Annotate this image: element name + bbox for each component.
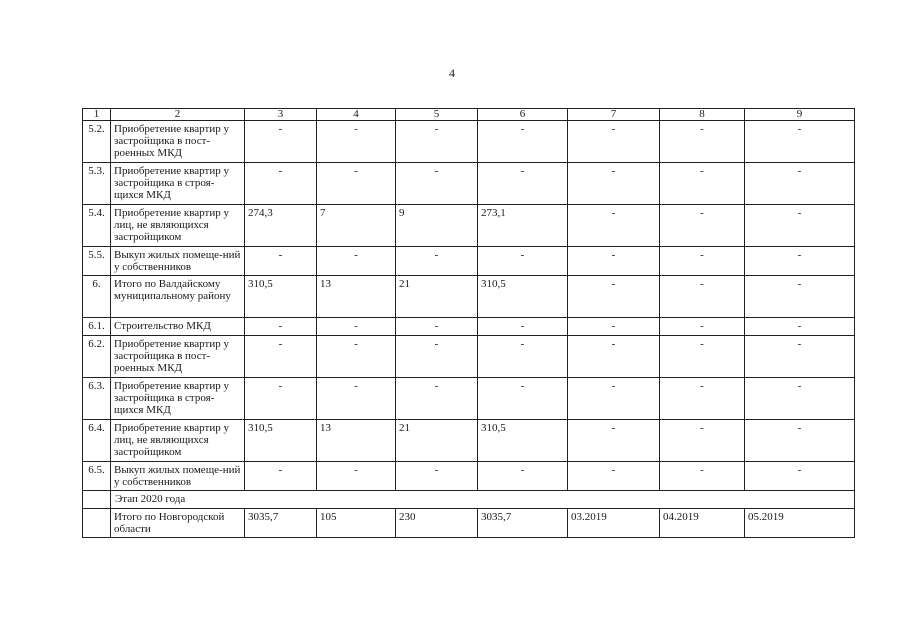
table-row [83, 378, 855, 420]
value-cell: - [396, 378, 478, 420]
value-cell: 21 [396, 276, 478, 318]
table-row [83, 205, 855, 247]
row-number-cell: 5.3. [83, 163, 111, 205]
table-row [83, 121, 855, 163]
table-row [83, 336, 855, 378]
value-cell: 310,5 [478, 276, 568, 318]
value-cell: 03.2019 [568, 509, 660, 538]
value-cell: - [745, 318, 855, 336]
program-table [82, 108, 855, 538]
row-number-cell: 5.2. [83, 121, 111, 163]
value-cell: - [568, 336, 660, 378]
value-cell: - [568, 247, 660, 276]
header-cell: 4 [317, 109, 396, 121]
value-cell: - [745, 247, 855, 276]
value-cell: - [317, 318, 396, 336]
value-cell: - [396, 318, 478, 336]
table-row [83, 318, 855, 336]
row-name-cell: Строительство МКД [111, 318, 245, 336]
page-number: 4 [449, 66, 455, 80]
row-name-cell: Выкуп жилых помеще-ний у собственников [111, 247, 245, 276]
value-cell: - [745, 378, 855, 420]
row-name-cell: Приобретение квартир у лиц, не являющихся застройщиком [111, 205, 245, 247]
value-cell: - [396, 247, 478, 276]
header-cell: 2 [111, 109, 245, 121]
value-cell: - [396, 163, 478, 205]
row-number-cell: 6. [83, 276, 111, 318]
value-cell: - [660, 420, 745, 462]
value-cell: - [568, 205, 660, 247]
value-cell: 13 [317, 276, 396, 318]
value-cell: - [745, 420, 855, 462]
value-cell: - [660, 318, 745, 336]
value-cell: - [245, 318, 317, 336]
value-cell: - [317, 163, 396, 205]
stage-number-cell [83, 491, 111, 509]
value-cell: 105 [317, 509, 396, 538]
value-cell: - [660, 247, 745, 276]
value-cell: - [478, 462, 568, 491]
header-cell: 8 [660, 109, 745, 121]
row-name-cell: Приобретение квартир у застройщика в пост-роенных МКД [111, 336, 245, 378]
value-cell: - [745, 205, 855, 247]
row-number-cell: 6.4. [83, 420, 111, 462]
value-cell: 310,5 [245, 420, 317, 462]
table-row [83, 462, 855, 491]
value-cell: - [568, 420, 660, 462]
value-cell: - [745, 121, 855, 163]
value-cell: - [478, 336, 568, 378]
value-cell: - [478, 163, 568, 205]
value-cell: 05.2019 [745, 509, 855, 538]
value-cell: 230 [396, 509, 478, 538]
row-name-cell: Приобретение квартир у застройщика в строя-щихся МКД [111, 163, 245, 205]
table-row [83, 247, 855, 276]
value-cell: - [317, 121, 396, 163]
row-name-cell: Итого по Валдайскому муниципальному району [111, 276, 245, 318]
row-number-cell: 6.1. [83, 318, 111, 336]
value-cell: 7 [317, 205, 396, 247]
row-name-cell: Выкуп жилых помеще-ний у собственников [111, 462, 245, 491]
table-row [83, 163, 855, 205]
row-number-cell [83, 509, 111, 538]
header-cell: 9 [745, 109, 855, 121]
value-cell: - [568, 121, 660, 163]
value-cell: - [660, 336, 745, 378]
value-cell: - [245, 163, 317, 205]
value-cell: - [568, 378, 660, 420]
value-cell: - [568, 276, 660, 318]
value-cell: - [745, 276, 855, 318]
value-cell: - [317, 462, 396, 491]
column-number-row [83, 109, 855, 121]
table-row [83, 276, 855, 318]
value-cell: 310,5 [245, 276, 317, 318]
value-cell: - [660, 163, 745, 205]
value-cell: - [660, 276, 745, 318]
value-cell: - [245, 247, 317, 276]
row-number-cell: 6.3. [83, 378, 111, 420]
value-cell: 04.2019 [660, 509, 745, 538]
row-name-cell: Итого по Новгородской области [111, 509, 245, 538]
total-row [83, 509, 855, 538]
value-cell: 21 [396, 420, 478, 462]
value-cell: - [660, 205, 745, 247]
row-name-cell: Приобретение квартир у застройщика в строя-щихся МКД [111, 378, 245, 420]
value-cell: - [396, 121, 478, 163]
value-cell: - [396, 336, 478, 378]
header-cell: 1 [83, 109, 111, 121]
value-cell: - [745, 462, 855, 491]
header-cell: 3 [245, 109, 317, 121]
row-number-cell: 5.5. [83, 247, 111, 276]
table-row [83, 420, 855, 462]
value-cell: 274,3 [245, 205, 317, 247]
row-name-cell: Приобретение квартир у застройщика в пост-роенных МКД [111, 121, 245, 163]
value-cell: - [660, 462, 745, 491]
stage-label: Этап 2020 года [111, 491, 855, 509]
row-number-cell: 6.2. [83, 336, 111, 378]
value-cell: - [478, 121, 568, 163]
value-cell: - [478, 378, 568, 420]
value-cell: - [745, 336, 855, 378]
value-cell: 9 [396, 205, 478, 247]
header-cell: 5 [396, 109, 478, 121]
value-cell: - [245, 462, 317, 491]
value-cell: - [317, 378, 396, 420]
value-cell: - [245, 378, 317, 420]
value-cell: 3035,7 [478, 509, 568, 538]
value-cell: - [245, 336, 317, 378]
value-cell: - [317, 336, 396, 378]
value-cell: - [568, 318, 660, 336]
row-number-cell: 6.5. [83, 462, 111, 491]
value-cell: - [396, 462, 478, 491]
value-cell: - [317, 247, 396, 276]
header-cell: 7 [568, 109, 660, 121]
value-cell: 3035,7 [245, 509, 317, 538]
header-cell: 6 [478, 109, 568, 121]
row-number-cell: 5.4. [83, 205, 111, 247]
value-cell: 13 [317, 420, 396, 462]
value-cell: - [660, 378, 745, 420]
stage-row [83, 491, 855, 509]
value-cell: 273,1 [478, 205, 568, 247]
value-cell: - [478, 247, 568, 276]
value-cell: - [568, 163, 660, 205]
row-name-cell: Приобретение квартир у лиц, не являющихся застройщиком [111, 420, 245, 462]
value-cell: - [745, 163, 855, 205]
value-cell: - [568, 462, 660, 491]
value-cell: 310,5 [478, 420, 568, 462]
value-cell: - [478, 318, 568, 336]
value-cell: - [245, 121, 317, 163]
value-cell: - [660, 121, 745, 163]
